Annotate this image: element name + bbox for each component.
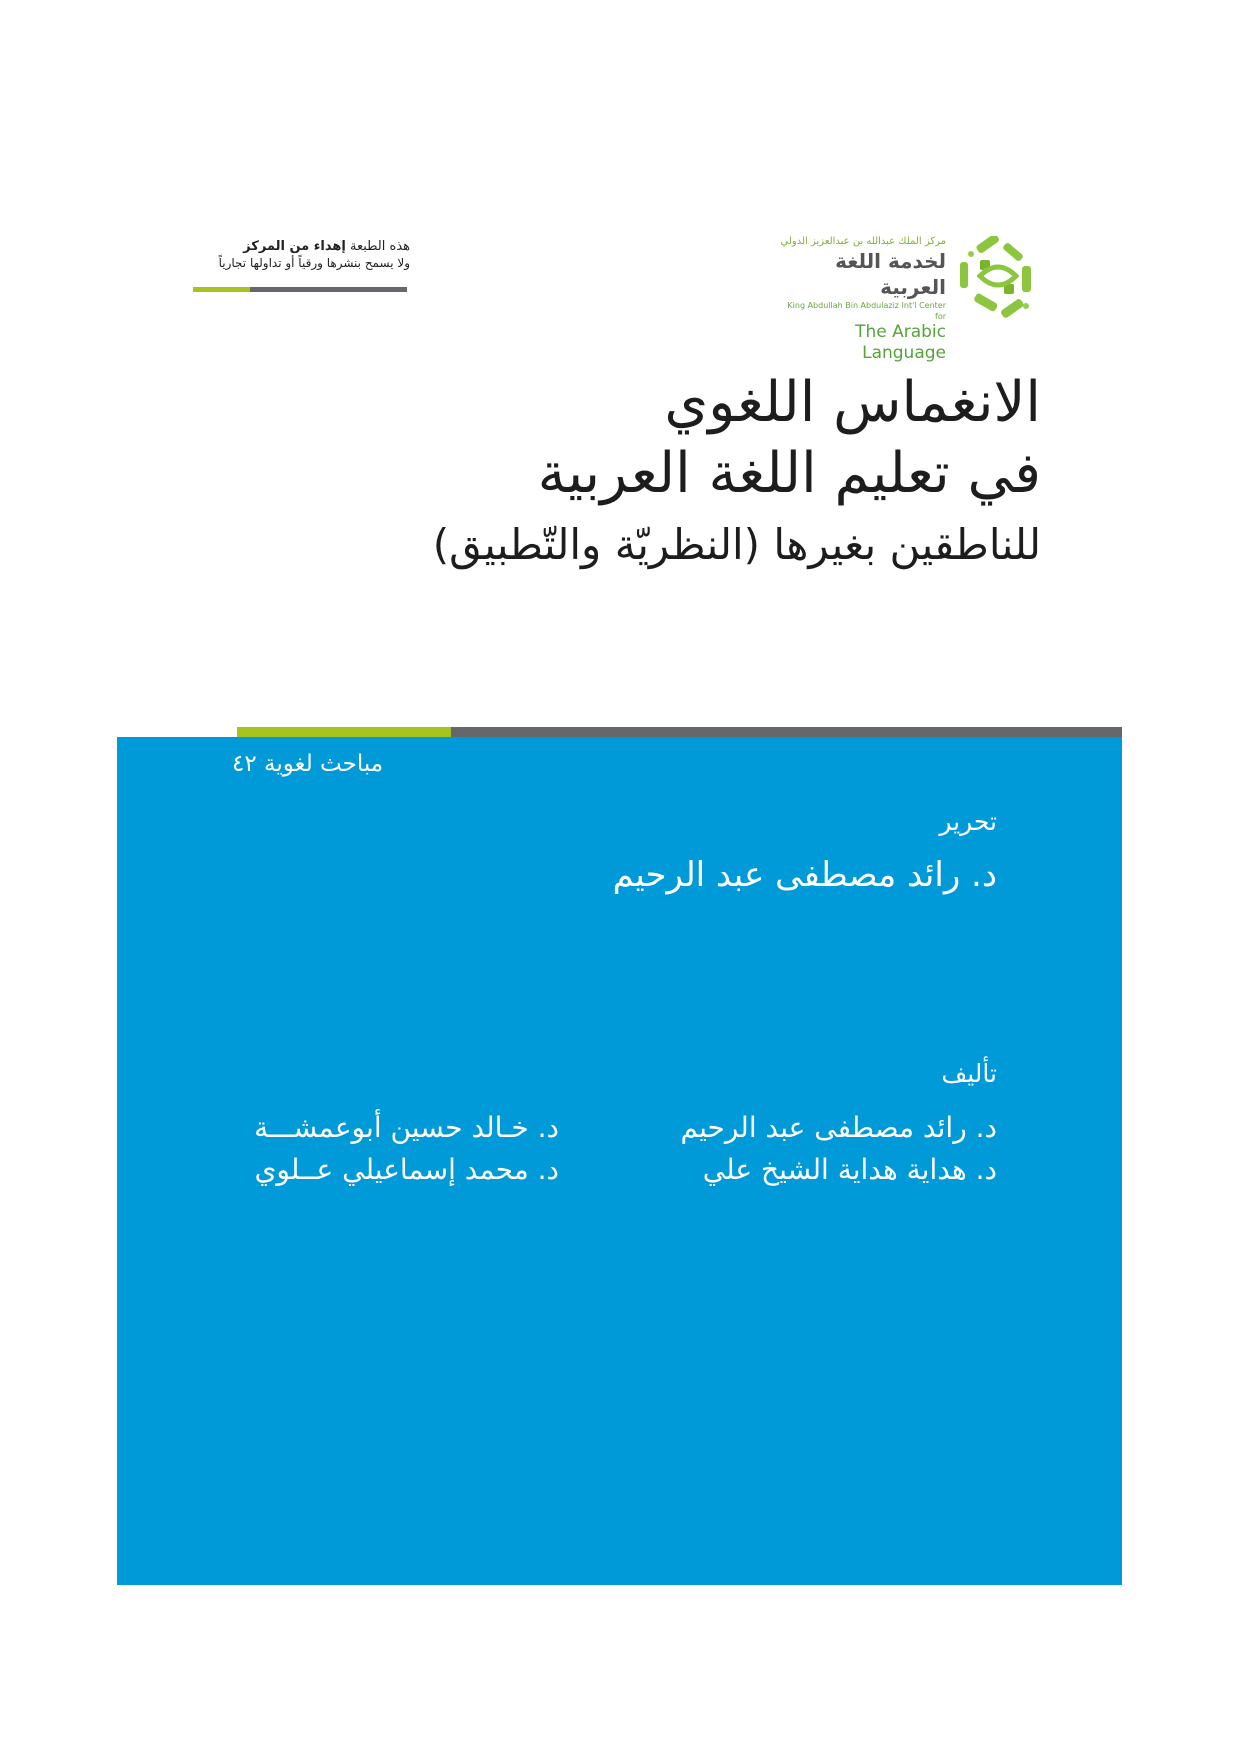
center-logo <box>778 230 1048 363</box>
logo-arabic-title: لخدمة اللغة العربية <box>835 249 946 299</box>
logo-arabic-subtitle: مركز الملك عبدالله بن عبدالعزيز الدولي <box>780 236 946 247</box>
gift-note <box>190 238 410 272</box>
accent-green-segment <box>237 727 451 737</box>
logo-text-block <box>778 236 946 364</box>
gift-note-prefix: هذه الطبعة <box>345 239 410 254</box>
credits-panel <box>117 737 1122 1585</box>
gift-note-underline <box>193 287 407 292</box>
gift-note-line1 <box>190 238 410 255</box>
title-line-1: الانغماس اللغوي <box>664 370 1041 435</box>
author-name: د. رائد مصطفى عبد الرحيم <box>680 1111 997 1144</box>
author-name: د. هداية هداية الشيخ علي <box>702 1153 997 1186</box>
book-subtitle: للناطقين بغيرها (النظريّة والتّطبيق) <box>432 520 1041 569</box>
underline-gray-segment <box>250 287 407 292</box>
logo-english-title: The Arabic Language <box>855 322 946 363</box>
authors-column-left <box>239 1107 559 1191</box>
arabesque-logo-icon <box>956 236 1040 320</box>
accent-gray-segment <box>451 727 1122 737</box>
series-text: مباحث لغوية ٤٢ <box>232 751 384 777</box>
logo-english-subtitle: King Abdullah Bin Abdulaziz Int'l Center for <box>787 301 946 321</box>
series-label <box>232 751 532 777</box>
authors-column-right <box>680 1107 997 1191</box>
gift-note-line2: ولا يسمح بنشرها ورقياً أو تداولها تجارياً <box>218 256 410 270</box>
authorship-label: تأليف <box>941 1059 997 1088</box>
book-title <box>241 368 1041 580</box>
title-line-2: في تعليم اللغة العربية <box>537 441 1041 506</box>
gift-note-bold: إهداء من المركز <box>243 239 346 254</box>
underline-green-segment <box>193 287 250 292</box>
editor-name: د. رائد مصطفى عبد الرحيم <box>612 855 997 895</box>
panel-accent-bar <box>237 727 1122 737</box>
author-name: د. خـالد حسين أبوعمشـــة <box>254 1111 559 1144</box>
author-name: د. محمد إسماعيلي عــلوي <box>254 1153 559 1186</box>
editing-label: تحرير <box>939 807 997 836</box>
